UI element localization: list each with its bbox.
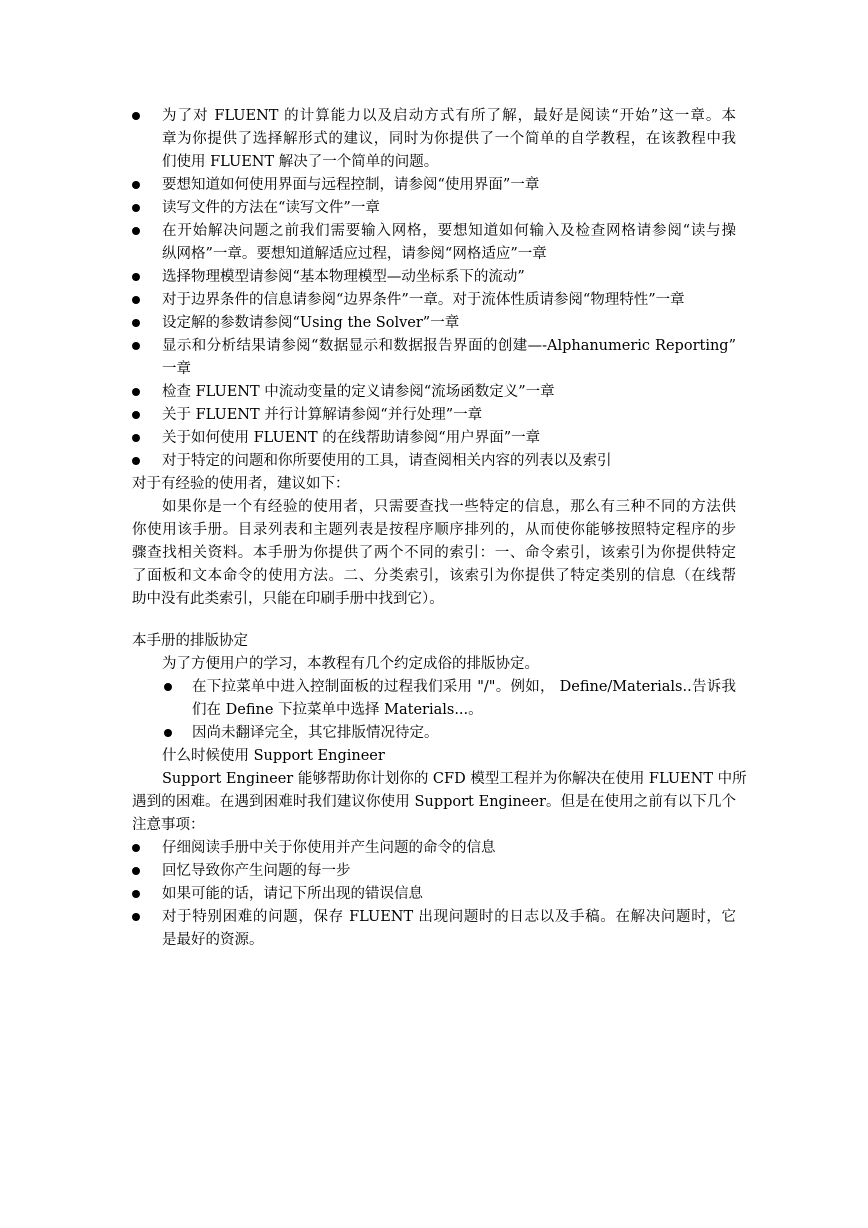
paragraph-line: 如果你是一个有经验的使用者，只需要查找一些特定的信息，那么有三种不同的方法供	[162, 499, 736, 515]
bullet-icon	[132, 273, 140, 281]
bullet-icon	[132, 434, 140, 442]
list-item-line: 在开始解决问题之前我们需要输入网格，要想知道如何输入及检查网格请参阅“读与操	[162, 223, 736, 239]
list-item-line: 章为你提供了选择解形式的建议，同时为你提供了一个简单的自学教程，在该教程中我	[162, 131, 736, 147]
list-item-line: 显示和分析结果请参阅“数据显示和数据报告界面的创建—-Alphanumeric Reporting”	[162, 338, 736, 354]
paragraph-line: 你使用该手册。目录列表和主题列表是按程序顺序排列的，从而使你能够按照特定程序的步	[132, 522, 736, 538]
bullet-icon	[132, 457, 140, 465]
bullet-icon	[132, 867, 140, 875]
section-heading: 本手册的排版协定	[132, 633, 248, 649]
list-item-line: 对于边界条件的信息请参阅“边界条件”一章。对于流体性质请参阅“物理特性”一章	[162, 292, 685, 308]
list-item-line: 仔细阅读手册中关于你使用并产生问题的命令的信息	[162, 840, 496, 856]
paragraph-line: 注意事项：	[132, 817, 205, 833]
paragraph-line: 遇到的困难。在遇到困难时我们建议你使用 Support Engineer。但是在使用之前有以下几个	[132, 794, 736, 810]
list-item-line: 如果可能的话，请记下所出现的错误信息	[162, 886, 423, 902]
list-item-line: 因尚未翻译完全，其它排版情况待定。	[192, 725, 439, 741]
bullet-icon	[164, 683, 172, 691]
list-item-line: 检查 FLUENT 中流动变量的定义请参阅“流场函数定义”一章	[162, 384, 555, 400]
list-item-line: 设定解的参数请参阅“Using the Solver”一章	[162, 315, 460, 331]
bullet-icon	[132, 913, 140, 921]
list-item-line: 纵网格”一章。要想知道解适应过程，请参阅“网格适应”一章	[162, 246, 547, 262]
bullet-icon	[132, 112, 140, 120]
bullet-icon	[132, 844, 140, 852]
paragraph-line: 了面板和文本命令的使用方法。二、分类索引，该索引为你提供了特定类别的信息（在线帮	[132, 568, 736, 584]
paragraph-line: 为了方便用户的学习，本教程有几个约定成俗的排版协定。	[162, 656, 539, 672]
bullet-icon	[164, 729, 172, 737]
bullet-icon	[132, 342, 140, 350]
bullet-icon	[132, 319, 140, 327]
bullet-icon	[132, 411, 140, 419]
list-item-line: 对于特定的问题和你所要使用的工具，请查阅相关内容的列表以及索引	[162, 453, 612, 469]
bullet-icon	[132, 890, 140, 898]
bullet-icon	[132, 296, 140, 304]
list-item-line: 关于 FLUENT 并行计算解请参阅“并行处理”一章	[162, 407, 483, 423]
list-item-line: 们使用 FLUENT 解决了一个简单的问题。	[162, 154, 439, 170]
list-item-line: 是最好的资源。	[162, 932, 264, 948]
paragraph-line: 助中没有此类索引，只能在印刷手册中找到它）。	[132, 591, 444, 607]
section-heading: 对于有经验的使用者，建议如下：	[132, 476, 350, 492]
bullet-icon	[132, 388, 140, 396]
list-item-line: 关于如何使用 FLUENT 的在线帮助请参阅“用户界面”一章	[162, 430, 541, 446]
bullet-icon	[132, 204, 140, 212]
list-item-line: 选择物理模型请参阅“基本物理模型—动坐标系下的流动”	[162, 269, 525, 285]
list-item-line: 在下拉菜单中进入控制面板的过程我们采用 "/"。例如， Define/Materials..告诉我	[192, 679, 736, 695]
bullet-icon	[132, 227, 140, 235]
list-item-line: 们在 Define 下拉菜单中选择 Materials...。	[192, 702, 483, 718]
list-item-line: 对于特别困难的问题，保存 FLUENT 出现问题时的日志以及手稿。在解决问题时，它	[162, 909, 736, 925]
paragraph-line: Support Engineer 能够帮助你计划你的 CFD 模型工程并为你解决在使用 FLUENT 中所	[162, 771, 747, 787]
list-item-line: 回忆导致你产生问题的每一步	[162, 863, 351, 879]
list-item-line: 一章	[162, 361, 191, 377]
section-heading: 什么时候使用 Support Engineer	[162, 748, 385, 764]
paragraph-line: 骤查找相关资料。本手册为你提供了两个不同的索引：一、命令索引，该索引为你提供特定	[132, 545, 736, 561]
list-item-line: 为了对 FLUENT 的计算能力以及启动方式有所了解，最好是阅读“开始”这一章。本	[162, 108, 736, 124]
bullet-icon	[132, 181, 140, 189]
list-item-line: 要想知道如何使用界面与远程控制，请参阅“使用界面”一章	[162, 177, 540, 193]
list-item-line: 读写文件的方法在“读写文件”一章	[162, 200, 380, 216]
